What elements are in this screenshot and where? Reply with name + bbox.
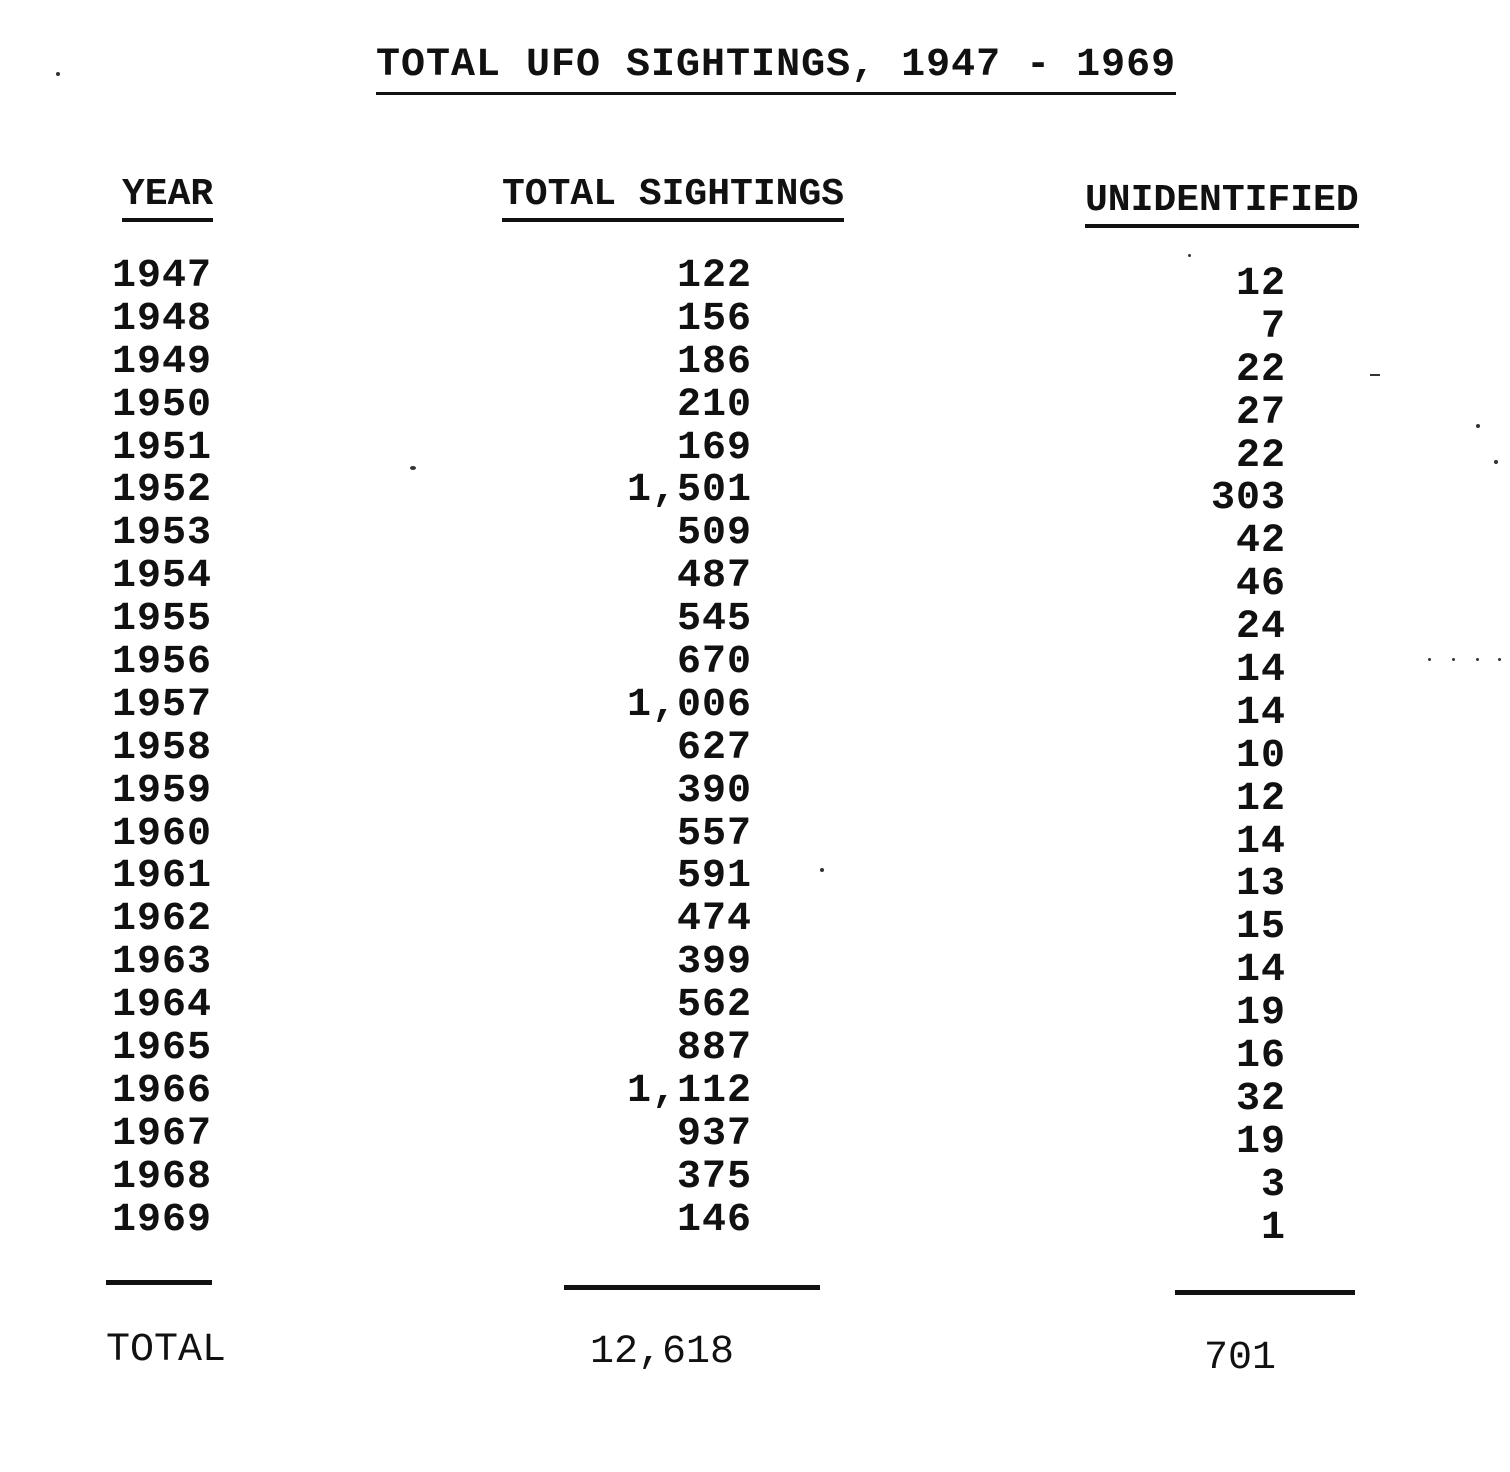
unidentified-cell: 22 — [1235, 347, 1286, 393]
year-cell: 1966 — [112, 1068, 213, 1114]
year-cell: 1952 — [112, 468, 213, 514]
unidentified-cell: 42 — [1235, 519, 1286, 565]
total-sightings-cell: 1,501 — [626, 468, 752, 514]
scan-speck — [56, 72, 60, 76]
unidentified-cell: 12 — [1235, 262, 1286, 307]
scan-speck — [1188, 254, 1191, 257]
total-sightings-cell: 487 — [676, 554, 752, 600]
total-sightings-cell: 210 — [676, 382, 752, 428]
unidentified-cell: 1 — [1260, 1205, 1286, 1251]
unidentified-cell: 24 — [1235, 605, 1286, 651]
unidentified-cell: 14 — [1235, 690, 1286, 736]
scan-speck — [1476, 658, 1479, 661]
year-cell: 1957 — [112, 682, 213, 728]
unidentified-cell: 12 — [1235, 776, 1286, 822]
unidentified-column — [1150, 264, 1286, 1250]
total-label: TOTAL — [106, 1328, 227, 1373]
column-header-total-sightings: TOTAL SIGHTINGS — [502, 172, 844, 222]
unidentified-cell: 10 — [1235, 733, 1286, 779]
unidentified-cell: 27 — [1235, 390, 1286, 436]
unidentified-cell: 19 — [1235, 1119, 1286, 1165]
year-total-rule — [106, 1280, 212, 1285]
year-cell: 1959 — [112, 768, 213, 814]
page-title: TOTAL UFO SIGHTINGS, 1947 - 1969 — [376, 40, 1176, 95]
total-sightings-cell: 390 — [676, 768, 752, 814]
unidentified-cell: 22 — [1235, 433, 1286, 479]
total-sightings-cell: 937 — [676, 1111, 752, 1157]
unidentified-cell: 14 — [1235, 819, 1286, 865]
total-sightings-sum: 12,618 — [590, 1330, 735, 1375]
total-sightings-cell: 122 — [676, 254, 752, 299]
year-cell: 1950 — [112, 382, 213, 428]
total-sightings-cell: 1,112 — [626, 1068, 752, 1114]
unidentified-cell: 32 — [1235, 1076, 1286, 1122]
year-cell: 1953 — [112, 511, 213, 557]
scan-speck — [820, 868, 824, 872]
year-cell: 1968 — [112, 1154, 213, 1200]
total-sightings-cell: 1,006 — [626, 682, 752, 728]
column-header-unidentified: UNIDENTIFIED — [1085, 178, 1359, 228]
unidentified-sum: 701 — [1204, 1336, 1277, 1381]
year-cell: 1951 — [112, 425, 213, 471]
scan-speck — [1494, 460, 1498, 464]
unidentified-cell: 19 — [1235, 991, 1286, 1037]
year-cell: 1963 — [112, 940, 213, 986]
total-sightings-cell: 399 — [676, 940, 752, 986]
unidentified-cell: 14 — [1235, 648, 1286, 694]
scan-speck — [1428, 658, 1431, 661]
total-sightings-cell: 186 — [676, 339, 752, 385]
year-cell: 1967 — [112, 1111, 213, 1157]
year-cell: 1958 — [112, 725, 213, 771]
year-cell: 1969 — [112, 1197, 213, 1243]
total-sightings-cell: 169 — [676, 425, 752, 471]
total-sightings-cell: 591 — [676, 854, 752, 900]
total-sightings-cell: 562 — [676, 983, 752, 1029]
unidentified-cell: 3 — [1260, 1162, 1286, 1208]
total-sightings-cell: 146 — [676, 1197, 752, 1243]
year-cell: 1948 — [112, 296, 213, 342]
total-sightings-cell: 670 — [676, 640, 752, 686]
total-sightings-cell: 545 — [676, 597, 752, 643]
scan-speck — [1498, 658, 1501, 661]
total-sightings-column — [560, 256, 752, 1242]
year-column — [112, 256, 242, 1242]
total-sightings-cell: 474 — [676, 897, 752, 943]
scan-speck — [1452, 658, 1455, 661]
year-cell: 1947 — [112, 254, 213, 299]
column-header-year: YEAR — [122, 172, 213, 222]
unidentified-cell: 46 — [1235, 562, 1286, 608]
year-cell: 1955 — [112, 597, 213, 643]
year-cell: 1956 — [112, 640, 213, 686]
year-cell: 1961 — [112, 854, 213, 900]
year-cell: 1954 — [112, 554, 213, 600]
unidentified-total-rule — [1175, 1290, 1355, 1295]
total-sightings-cell: 509 — [676, 511, 752, 557]
total-sightings-cell: 557 — [676, 811, 752, 857]
total-sightings-cell: 375 — [676, 1154, 752, 1200]
scan-speck — [1476, 424, 1480, 428]
total-sightings-cell: 156 — [676, 296, 752, 342]
unidentified-cell: 7 — [1260, 304, 1286, 350]
year-cell: 1949 — [112, 339, 213, 385]
unidentified-cell: 303 — [1210, 476, 1286, 522]
total-sightings-cell: 627 — [676, 725, 752, 771]
unidentified-cell: 14 — [1235, 948, 1286, 994]
year-cell: 1962 — [112, 897, 213, 943]
scan-speck — [410, 466, 416, 470]
scan-speck — [1370, 374, 1380, 376]
total-sightings-cell: 887 — [676, 1026, 752, 1072]
unidentified-cell: 15 — [1235, 905, 1286, 951]
year-cell: 1960 — [112, 811, 213, 857]
year-cell: 1964 — [112, 983, 213, 1029]
unidentified-cell: 16 — [1235, 1034, 1286, 1080]
total-sightings-total-rule — [564, 1285, 820, 1290]
year-cell: 1965 — [112, 1026, 213, 1072]
unidentified-cell: 13 — [1235, 862, 1286, 908]
